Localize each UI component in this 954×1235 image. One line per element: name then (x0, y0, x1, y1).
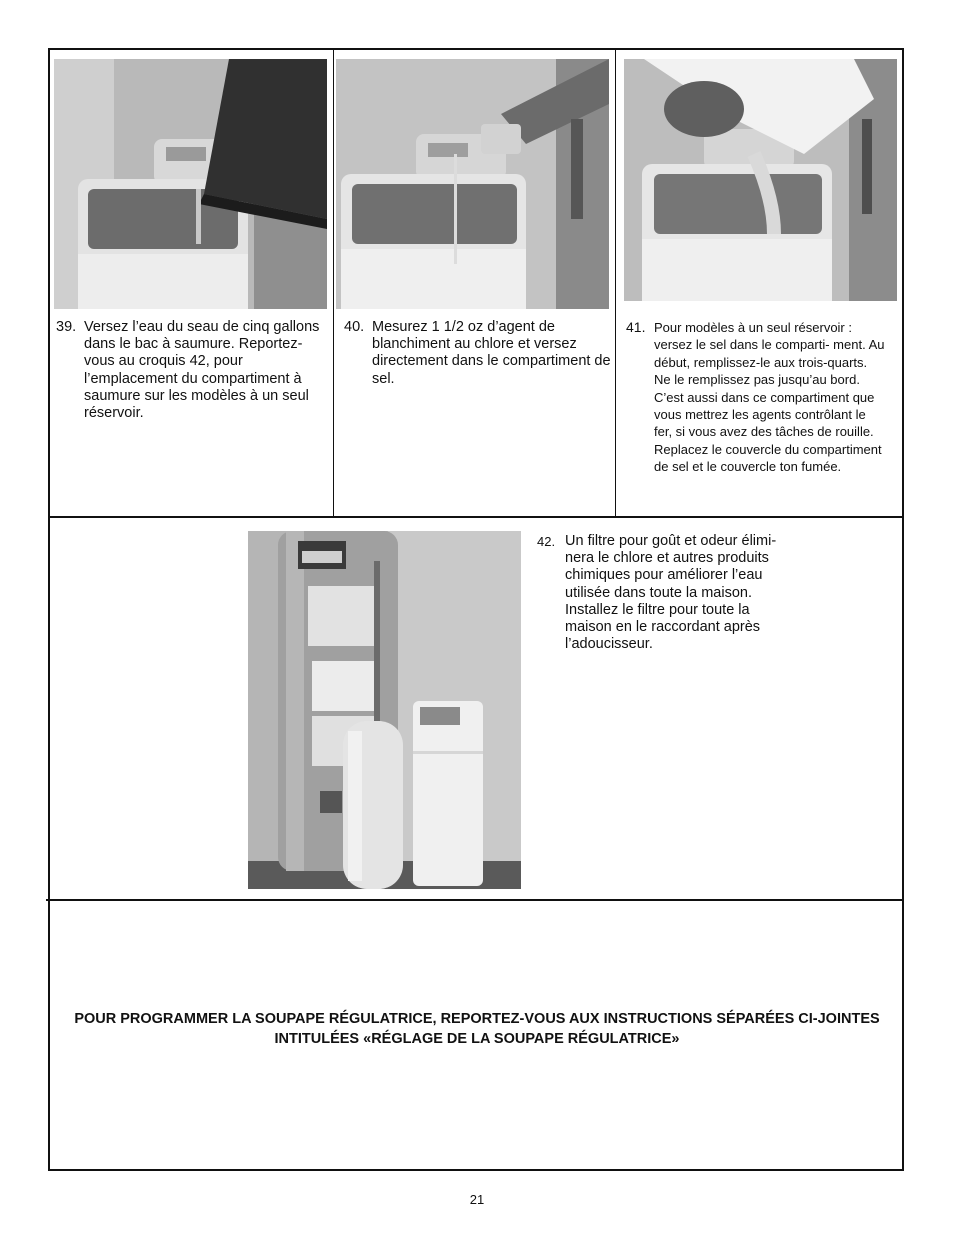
row-divider-1 (48, 516, 904, 518)
column-divider-2 (615, 49, 616, 517)
step-41-photo (624, 59, 897, 301)
step-40-number: 40. (344, 319, 365, 335)
row-divider-2 (46, 899, 904, 901)
step-42-photo (248, 531, 521, 889)
step-42-number: 42. (537, 534, 556, 549)
step-42-text: Un filtre pour goût et odeur élimi- nera le chlore et autres produits chimiques pour améliorer l’eau utilisée dans toute la maison. Installez le filtre pour toute la maison en le raccordant après l’adoucisseur. (565, 533, 777, 653)
step-40-photo (336, 59, 609, 309)
step-40 (344, 319, 612, 388)
step-39-number: 39. (56, 319, 77, 335)
page-number: 21 (469, 1192, 485, 1207)
step-40-text: Mesurez 1 1/2 oz d’agent de blanchiment au chlore et versez directement dans le compartiment de sel. (372, 319, 611, 387)
step-39-photo (54, 59, 327, 309)
step-42 (537, 533, 797, 653)
step-41-text: Pour modèles à un seul réservoir : versez le sel dans le comparti- ment. Au début, remplissez-le aux trois-quarts. Ne le remplissez pas jusqu’au bord. C’est aussi dans ce compartiment que vous mettrez les agents contrôlant le fer, si vous avez des tâches de rouille. Replacez le couvercle du compartiment de sel et le couvercle ton fumée. (654, 320, 885, 475)
programming-note: POUR PROGRAMMER LA SOUPAPE RÉGULATRICE, REPORTEZ-VOUS AUX INSTRUCTIONS SÉPARÉES CI-JOINTES INTITULÉES «RÉGLAGE DE LA SOUPAPE RÉGULATRICE» (74, 1011, 880, 1047)
step-41-number: 41. (626, 319, 646, 335)
step-39 (56, 319, 331, 422)
step-41 (626, 319, 886, 476)
step-39-text: Versez l’eau du seau de cinq gallons dans le bac à saumure. Reportez-vous au croquis 42, pour l’emplacement du compartiment à saumure sur les modèles à un seul réservoir. (84, 319, 320, 422)
column-divider-1 (333, 49, 334, 517)
